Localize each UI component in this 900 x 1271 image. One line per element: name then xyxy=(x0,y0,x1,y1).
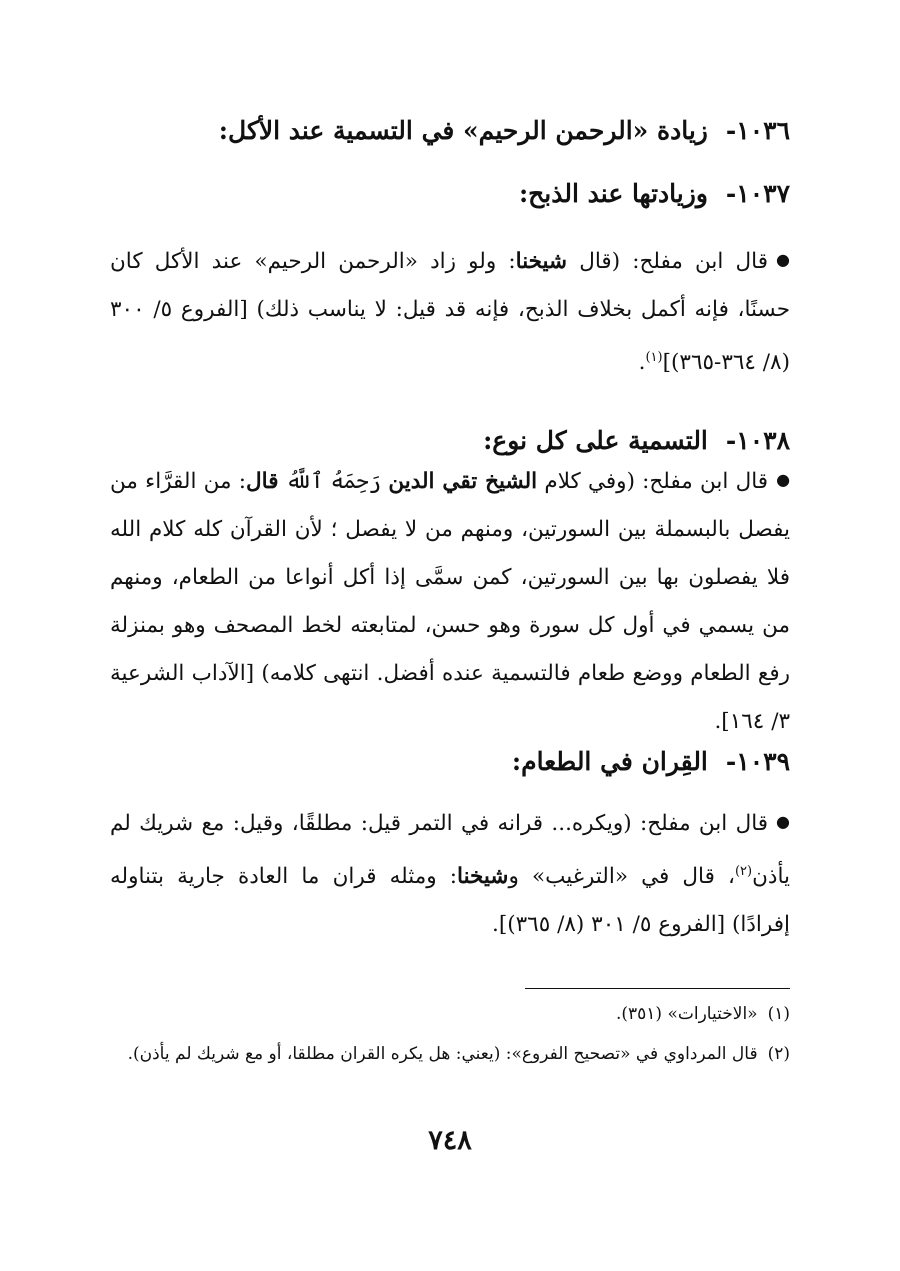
paragraph-ibn-muflih-3: ●قال ابن مفلح: (ويكره... قرانه في التمر قيل: مطلقًا، وقيل: مع شريك لم يأذن$^{(٢)}$، قال في «الترغيب» وشيخنا: ومثله قران ما العادة جارية بتناوله إفرادًا) [الفروع ٥/ ٣٠١ (٨/ ٣٦٥)]. xyxy=(110,798,790,949)
footnote-text: قال المرداوي في «تصحيح الفروع»: (يعني: هل يكره القران مطلقا، أو مع شريك لم يأذن). xyxy=(127,1044,758,1064)
bold-term: قال xyxy=(246,469,279,494)
section-number: ١٠٣٨- xyxy=(725,426,790,455)
footnote-ref: (٢) xyxy=(734,864,753,879)
bullet-icon: ● xyxy=(776,470,791,489)
section-number: ١٠٣٦- xyxy=(725,116,790,145)
bullet-icon: ● xyxy=(776,250,790,269)
section-heading-1038 xyxy=(110,424,790,458)
section-heading-1037 xyxy=(110,177,790,211)
page-number: ٧٤٨ xyxy=(428,1125,472,1156)
paragraph-ibn-muflih-1: ●قال ابن مفلح: (قال شيخنا: ولو زاد «الرحمن الرحيم» عند الأكل كان حسنًا، فإنه أكمل بخلاف الذبح، فإنه قد قيل: لا يناسب ذلك) [الفروع ٥/ ٣٠٠ (٨/ ٣٦٤-٣٦٥)]$^{(١)}$. xyxy=(110,236,790,387)
section-title: التسمية على كل نوع: xyxy=(483,426,708,455)
bullet-icon: ● xyxy=(776,812,790,831)
footnote-divider xyxy=(525,988,790,989)
footnote-2 xyxy=(110,1040,790,1069)
footnote-number: (٢) xyxy=(767,1044,790,1064)
footnote-text: «الاختيارات» (٣٥١). xyxy=(615,1004,758,1024)
paragraph-ibn-muflih-2: ●قال ابن مفلح: (وفي كلام الشيخ تقي الدين رَحِمَهُ ٱللَّهُ قال: من القرَّاء من يفصل بالبسملة بين السورتين، ومنهم من لا يفصل ؛ لأن القرآن كله كلام الله فلا يفصلون بها بين السورتين، كمن سمَّى إذا أكل أنواعا من الطعام، ومنهم من يسمي في أول كل سورة وهو حسن، لمتابعته لخط المصحف وهو بمنزلة رفع الطعام ووضع طعام فالتسمية عنده أفضل. انتهى كلامه) [الآداب الشرعية ٣/ ١٦٤]. xyxy=(110,456,790,746)
bold-term: شيخنا xyxy=(457,864,509,890)
section-number: ١٠٣٧- xyxy=(725,179,790,208)
footnote-ref: (١) xyxy=(645,350,663,365)
section-title: القِران في الطعام: xyxy=(511,747,708,776)
section-heading-1039 xyxy=(110,745,790,779)
bold-term: الشيخ تقي الدين xyxy=(388,469,538,494)
section-title: زيادة «الرحمن الرحيم» في التسمية عند الأكل: xyxy=(218,116,708,145)
section-heading-1036 xyxy=(110,114,790,148)
footnote-number: (١) xyxy=(767,1004,790,1024)
footnote-1 xyxy=(110,1000,790,1029)
bold-term: شيخنا xyxy=(515,249,568,274)
section-title: وزيادتها عند الذبح: xyxy=(518,179,708,208)
section-number: ١٠٣٩- xyxy=(725,747,790,776)
book-page xyxy=(110,0,790,1271)
